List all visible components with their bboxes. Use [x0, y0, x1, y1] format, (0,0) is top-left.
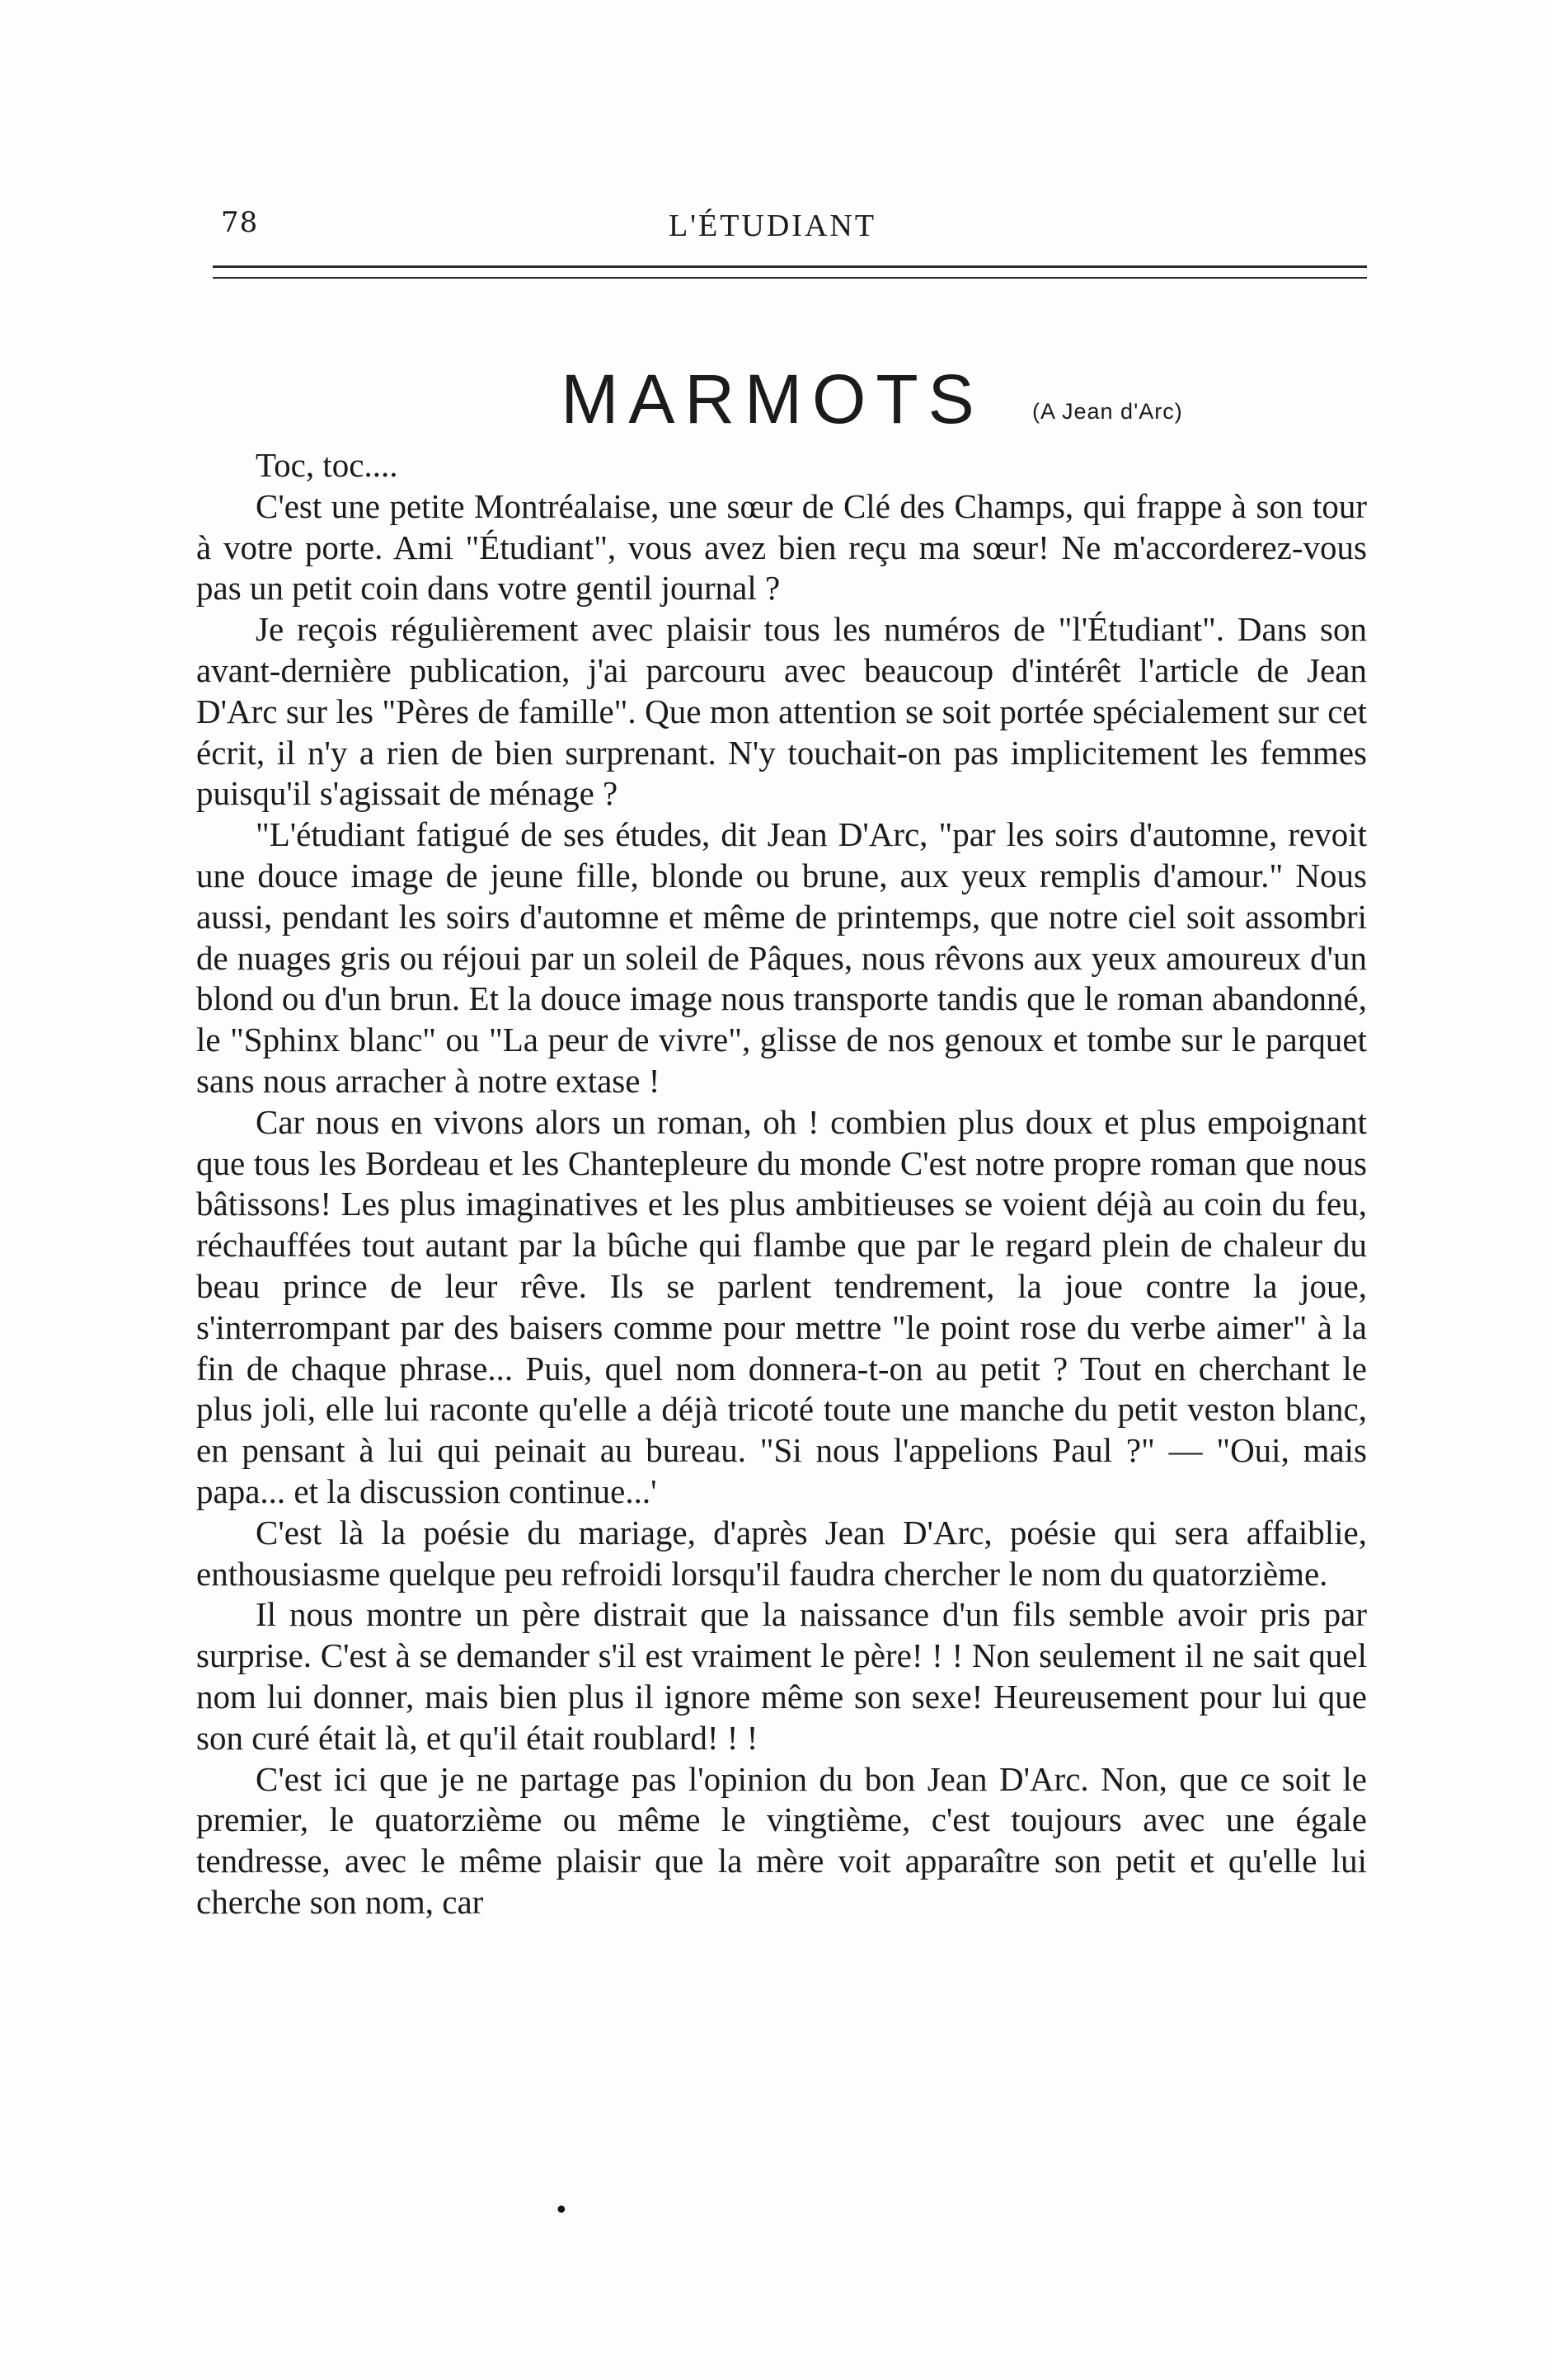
page-bullet-mark: • — [554, 2196, 569, 2225]
paragraph: Il nous montre un père distrait que la naissance d'un fils semble avoir pris par surprise. C'est à se demander s'il est vraiment le père! ! ! Non seulement il ne sait quel nom lui donner, mais bien plus il ignore même son sexe! Heureusement pour lui que son curé était là, et qu'il était roublard! ! ! — [196, 1595, 1367, 1757]
header-rule-secondary — [213, 277, 1367, 279]
paragraph: C'est ici que je ne partage pas l'opinion du bon Jean D'Arc. Non, que ce soit le premier, le quatorzième ou même le vingtième, c'est toujours avec une égale tendresse, avec le même plaisir que la mère voit apparaître son petit et qu'elle lui cherche son nom, car — [196, 1759, 1367, 1921]
paragraph: "L'étudiant fatigué de ses études, dit Jean D'Arc, "par les soirs d'automne, revoit une douce image de jeune fille, blonde ou brune, aux yeux remplis d'amour." Nous aussi, pendant les soirs d'automne et même de printemps, que notre ciel soit assombri de nuages gris ou réjoui par un soleil de Pâques, nous rêvons aux yeux amoureux d'un blond ou d'un brun. Et la douce image nous transporte tandis que le roman abandonné, le "Sphinx blanc" ou "La peur de vivre", glisse de nos genoux et tombe sur le parquet sans nous arracher à notre extase ! — [196, 815, 1367, 1100]
article-dedication: (A Jean d'Arc) — [1032, 399, 1183, 424]
paragraph: Toc, toc.... — [256, 446, 398, 484]
paragraph: Car nous en vivons alors un roman, oh ! combien plus doux et plus empoignant que tous les Bordeau et les Chantepleure du monde C'est notre propre roman que nous bâtissons! Les plus imaginatives et les plus ambitieuses se voient déjà au coin du feu, réchauffées tout autant par la bûche qui flambe que par le regard plein de chaleur du beau prince de leur rêve. Ils se parlent tendrement, la joue contre la joue, s'interrompant par des baisers comme pour mettre "le point rose du verbe aimer" à la fin de chaque phrase... Puis, quel nom donnera-t-on au petit ? Tout en cherchant le plus joli, elle lui raconte qu'elle a déjà tricoté toute une manche du petit veston blanc, en pensant à lui qui peinait au bureau. "Si nous l'appelions Paul ?" — "Oui, mais papa... et la discussion continue...' — [196, 1102, 1367, 1510]
article-body — [196, 445, 1367, 1923]
running-title: L'ÉTUDIANT — [668, 209, 877, 243]
paragraph: C'est là la poésie du mariage, d'après Jean D'Arc, poésie qui sera affaiblie, enthousiasme quelque peu refroidi lorsqu'il faudra chercher le nom du quatorzième. — [196, 1513, 1367, 1593]
paragraph: Je reçois régulièrement avec plaisir tous les numéros de "l'Étudiant". Dans son avant-dernière publication, j'ai parcouru avec beaucoup d'intérêt l'article de Jean D'Arc sur les "Pères de famille". Que mon attention se soit portée spécialement sur cet écrit, il n'y a rien de bien surprenant. N'y touchait-on pas implicitement les femmes puisqu'il s'agissait de ménage ? — [196, 610, 1367, 813]
paragraph: C'est une petite Montréalaise, une sœur de Clé des Champs, qui frappe à son tour à votre porte. Ami "Étudiant", vous avez bien reçu ma sœur! Ne m'accorderez-vous pas un petit coin dans votre gentil journal ? — [196, 486, 1367, 608]
page-number: 78 — [221, 206, 259, 239]
header-rule — [213, 265, 1367, 268]
article-title: MARMOTS — [561, 360, 984, 439]
